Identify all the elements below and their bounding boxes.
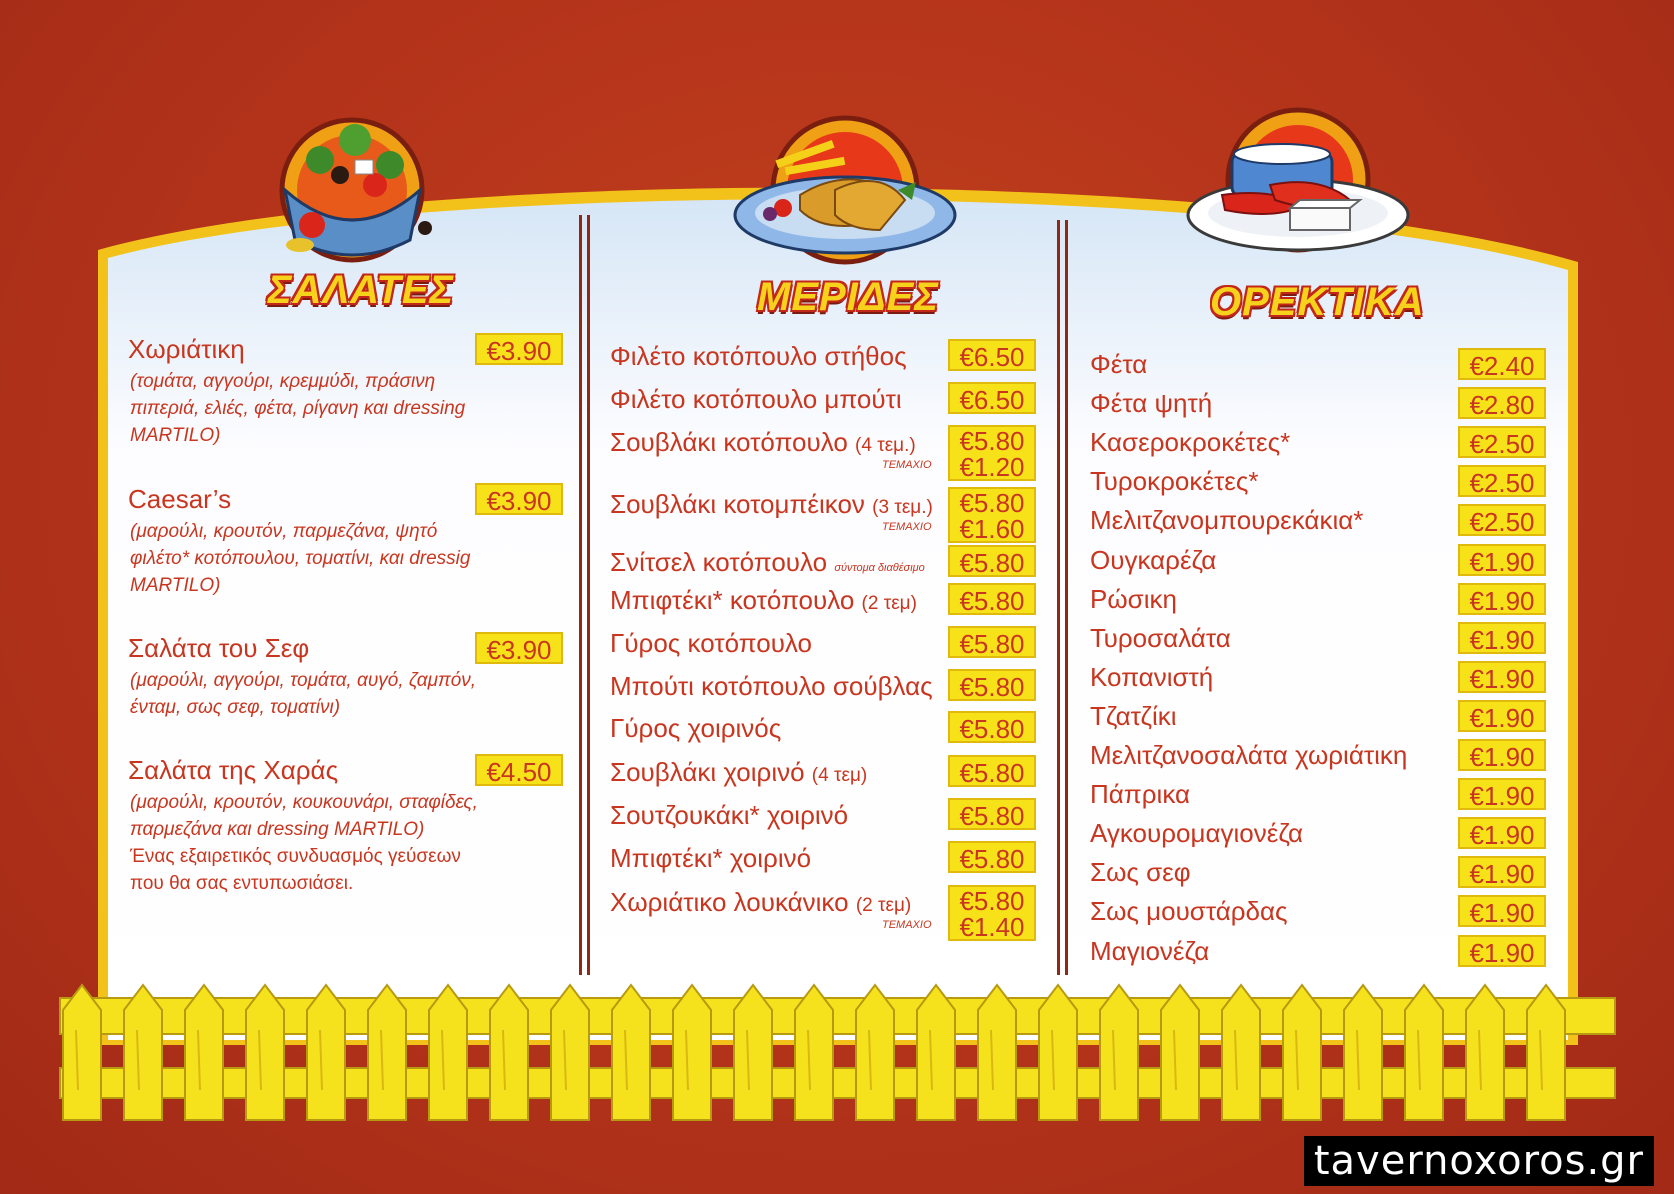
menu-item-name: Caesar’s: [128, 484, 232, 514]
fence-picket: [185, 985, 223, 1120]
fence-picket: [1222, 985, 1260, 1120]
price-badge: €2.50: [1458, 504, 1546, 536]
menu-item-name: Ουγκαρέζα: [1090, 544, 1217, 575]
menu-item-label: Σουβλάκι χοιρινό: [610, 757, 805, 787]
price-badge: €1.90: [1458, 935, 1546, 967]
menu-item-label: Σνίτσελ κοτόπουλο: [610, 547, 828, 577]
price-badge: €3.90: [475, 632, 563, 664]
price-badge: €5.80: [948, 841, 1036, 873]
menu-item-quantity: (2 τεμ): [861, 593, 917, 614]
menu-item-name: [610, 427, 916, 461]
menu-item-label: Φιλέτο κοτόπουλο μπούτι: [610, 384, 902, 414]
fence-picket: [246, 985, 284, 1120]
menu-item-name: Φέτα ψητή: [1090, 388, 1213, 419]
menu-item-description: ένταμ, σως σεφ, τοματίνι): [130, 697, 341, 718]
menu-item-name: [610, 671, 933, 701]
section-title-portions: ΜΕΡΙΔΕΣ: [757, 275, 939, 319]
menu-item-name: [610, 843, 811, 873]
menu-item-name: Κοπανιστή: [1090, 661, 1214, 692]
price-badge: €2.50: [1458, 426, 1546, 458]
menu-item-name: Τυροσαλάτα: [1090, 622, 1231, 653]
menu-item-name: Αγκουρομαγιονέζα: [1090, 818, 1304, 849]
menu-item-name: [610, 341, 907, 371]
section-title-appetizers: ΟΡΕΚΤΙΚΑ: [1210, 280, 1425, 324]
menu-item-label: Γύρος κοτόπουλο: [610, 628, 812, 658]
fence-picket: [490, 985, 528, 1120]
fence-picket: [429, 985, 467, 1120]
menu-item-name: Πάπρικα: [1090, 779, 1191, 810]
menu-item-name: Ρώσικη: [1090, 583, 1177, 614]
fence-picket: [734, 985, 772, 1120]
menu-item-name: [610, 547, 925, 583]
price-piece: €1.40: [959, 912, 1025, 942]
fence-picket: [124, 985, 162, 1120]
menu-item-description: πιπεριά, ελιές, φέτα, ρίγανη και dressing: [130, 398, 466, 419]
menu-item-name: [610, 887, 911, 921]
menu-item-quantity: (4 τεμ): [811, 765, 868, 786]
menu-item-label: Γύρος χοιρινός: [610, 713, 782, 743]
price-badge: €6.50: [948, 382, 1036, 414]
fence-picket: [551, 985, 589, 1120]
menu-item-label: Σουβλάκι κοτομπέικον: [610, 489, 865, 519]
picket-fence: [60, 985, 1615, 1120]
gyros-plate-icon: [735, 118, 955, 262]
per-piece-tag: ΤΕΜΑΧΙΟ: [882, 459, 932, 471]
menu-item-label: Σουβλάκι κοτόπουλο: [610, 427, 848, 457]
price-piece: €1.20: [959, 452, 1025, 482]
menu-item-name: [610, 800, 848, 830]
menu-item-quantity: (3 τεμ.): [872, 497, 933, 518]
per-piece-tag: ΤΕΜΑΧΙΟ: [882, 919, 932, 931]
price-badge: €1.90: [1458, 661, 1546, 693]
menu-item-description: (μαρούλι, κρουτόν, κουκουνάρι, σταφίδες,: [130, 792, 478, 813]
price-badge: €5.80: [948, 798, 1036, 830]
price-piece: €1.60: [959, 514, 1025, 544]
menu-item-description: MARTILO): [130, 425, 221, 446]
price-badge: €1.90: [1458, 544, 1546, 576]
menu-item-note: που θα σας εντυπωσιάσει.: [130, 873, 354, 894]
fence-picket: [1283, 985, 1321, 1120]
fence-picket: [1100, 985, 1138, 1120]
fence-picket: [63, 985, 101, 1120]
price-badge: €1.90: [1458, 622, 1546, 654]
menu-item-name: Μελιτζανομπουρεκάκια*: [1090, 505, 1364, 536]
per-piece-tag: ΤΕΜΑΧΙΟ: [882, 521, 932, 533]
menu-item-name: Μελιτζανοσαλάτα χωριάτικη: [1090, 740, 1408, 770]
menu-item-label: Μπούτι κοτόπουλο σούβλας: [610, 671, 933, 701]
menu-item-name: Σως μουστάρδας: [1090, 896, 1288, 927]
fence-picket: [673, 985, 711, 1120]
price-badge: €1.90: [1458, 739, 1546, 771]
fence-picket: [795, 985, 833, 1120]
menu-item-quantity: (4 τεμ.): [855, 435, 916, 456]
price-badge: €1.90: [1458, 817, 1546, 849]
price-badge: €1.90: [1458, 583, 1546, 615]
fence-picket: [978, 985, 1016, 1120]
fence-picket: [1527, 985, 1565, 1120]
price-portion: €5.80: [959, 488, 1025, 518]
fence-picket: [1161, 985, 1199, 1120]
menu-item-name: Φέτα: [1090, 349, 1148, 379]
price-badge: €5.80: [948, 669, 1036, 701]
fence-picket: [856, 985, 894, 1120]
price-portion: €5.80: [959, 426, 1025, 456]
fence-picket: [917, 985, 955, 1120]
fence-picket: [368, 985, 406, 1120]
price-badge: €5.80: [948, 626, 1036, 658]
menu-item-name: [610, 713, 781, 743]
menu-item-name: [610, 628, 812, 658]
menu-item-label: Μπιφτέκι* χοιρινό: [610, 843, 812, 873]
menu-item-name: Σως σεφ: [1090, 857, 1191, 888]
menu-item-name: Τυροκροκέτες*: [1090, 466, 1259, 497]
salad-bowl-icon: [282, 120, 432, 260]
price-badge: €1.90: [1458, 778, 1546, 810]
menu-item-name: [610, 585, 917, 619]
fence-picket: [612, 985, 650, 1120]
fence-picket: [1344, 985, 1382, 1120]
fence-picket: [1466, 985, 1504, 1120]
price-badge: €2.50: [1458, 465, 1546, 497]
menu-item-name: Τζατζίκι: [1090, 700, 1177, 731]
menu-item-name: [610, 757, 867, 791]
price-badge: €2.40: [1458, 348, 1546, 380]
price-badge: €3.90: [475, 333, 563, 365]
menu-item-label: Σουτζουκάκι* χοιρινό: [610, 800, 849, 830]
price-badge: €1.90: [1458, 895, 1546, 927]
price-badge: €1.90: [1458, 856, 1546, 888]
section-title-salads: ΣΑΛΑΤΕΣ: [268, 268, 455, 312]
price-badge: €5.80: [948, 583, 1036, 615]
menu-item-name: Κασεροκροκέτες*: [1090, 427, 1291, 458]
menu-item-note: Ένας εξαιρετικός συνδυασμός γεύσεων: [130, 846, 461, 867]
menu-item-quantity: σύντομα διαθέσιμο: [834, 562, 925, 574]
menu-item-description: παρμεζάνα και dressing MARTILO): [130, 819, 425, 840]
menu-item-description: φιλέτο* κοτόπουλου, τοματίνι, και dressig: [130, 548, 471, 569]
price-badge: [948, 885, 1036, 941]
fence-picket: [1039, 985, 1077, 1120]
menu-item-name: [610, 384, 902, 414]
watermark: tavernoxoros.gr: [1304, 1136, 1654, 1186]
menu-item-name: Σαλάτα του Σεφ: [128, 633, 310, 663]
price-badge: €1.90: [1458, 700, 1546, 732]
menu-item-description: (μαρούλι, κρουτόν, παρμεζάνα, ψητό: [130, 521, 438, 542]
menu-item-name: Σαλάτα της Χαράς: [128, 755, 339, 785]
fence-picket: [307, 985, 345, 1120]
menu-item-description: MARTILO): [130, 575, 221, 596]
menu-item-description: (μαρούλι, αγγούρι, τομάτα, αυγό, ζαμπόν,: [130, 670, 477, 691]
menu-item-name: [610, 489, 933, 523]
menu-item-description: (τομάτα, αγγούρι, κρεμμύδι, πράσινη: [130, 371, 436, 392]
price-badge: €5.80: [948, 755, 1036, 787]
price-badge: €4.50: [475, 754, 563, 786]
menu-item-quantity: (2 τεμ): [855, 895, 912, 916]
menu-item-name: Χωριάτικη: [128, 334, 245, 364]
price-badge: €2.80: [1458, 387, 1546, 419]
menu-item-label: Φιλέτο κοτόπουλο στήθος: [610, 341, 907, 371]
menu-item-label: Μπιφτέκι* κοτόπουλο: [610, 585, 855, 615]
price-portion: €5.80: [959, 886, 1025, 916]
fence-picket: [1405, 985, 1443, 1120]
price-badge: €5.80: [948, 711, 1036, 743]
price-badge: [948, 487, 1036, 543]
price-badge: [948, 425, 1036, 481]
price-badge: €5.80: [948, 545, 1036, 577]
menu-item-name: Μαγιονέζα: [1090, 935, 1210, 966]
price-badge: €3.90: [475, 483, 563, 515]
menu-item-label: Χωριάτικο λουκάνικο: [610, 887, 849, 917]
appetizer-plate-icon: [1188, 110, 1408, 250]
price-badge: €6.50: [948, 339, 1036, 371]
